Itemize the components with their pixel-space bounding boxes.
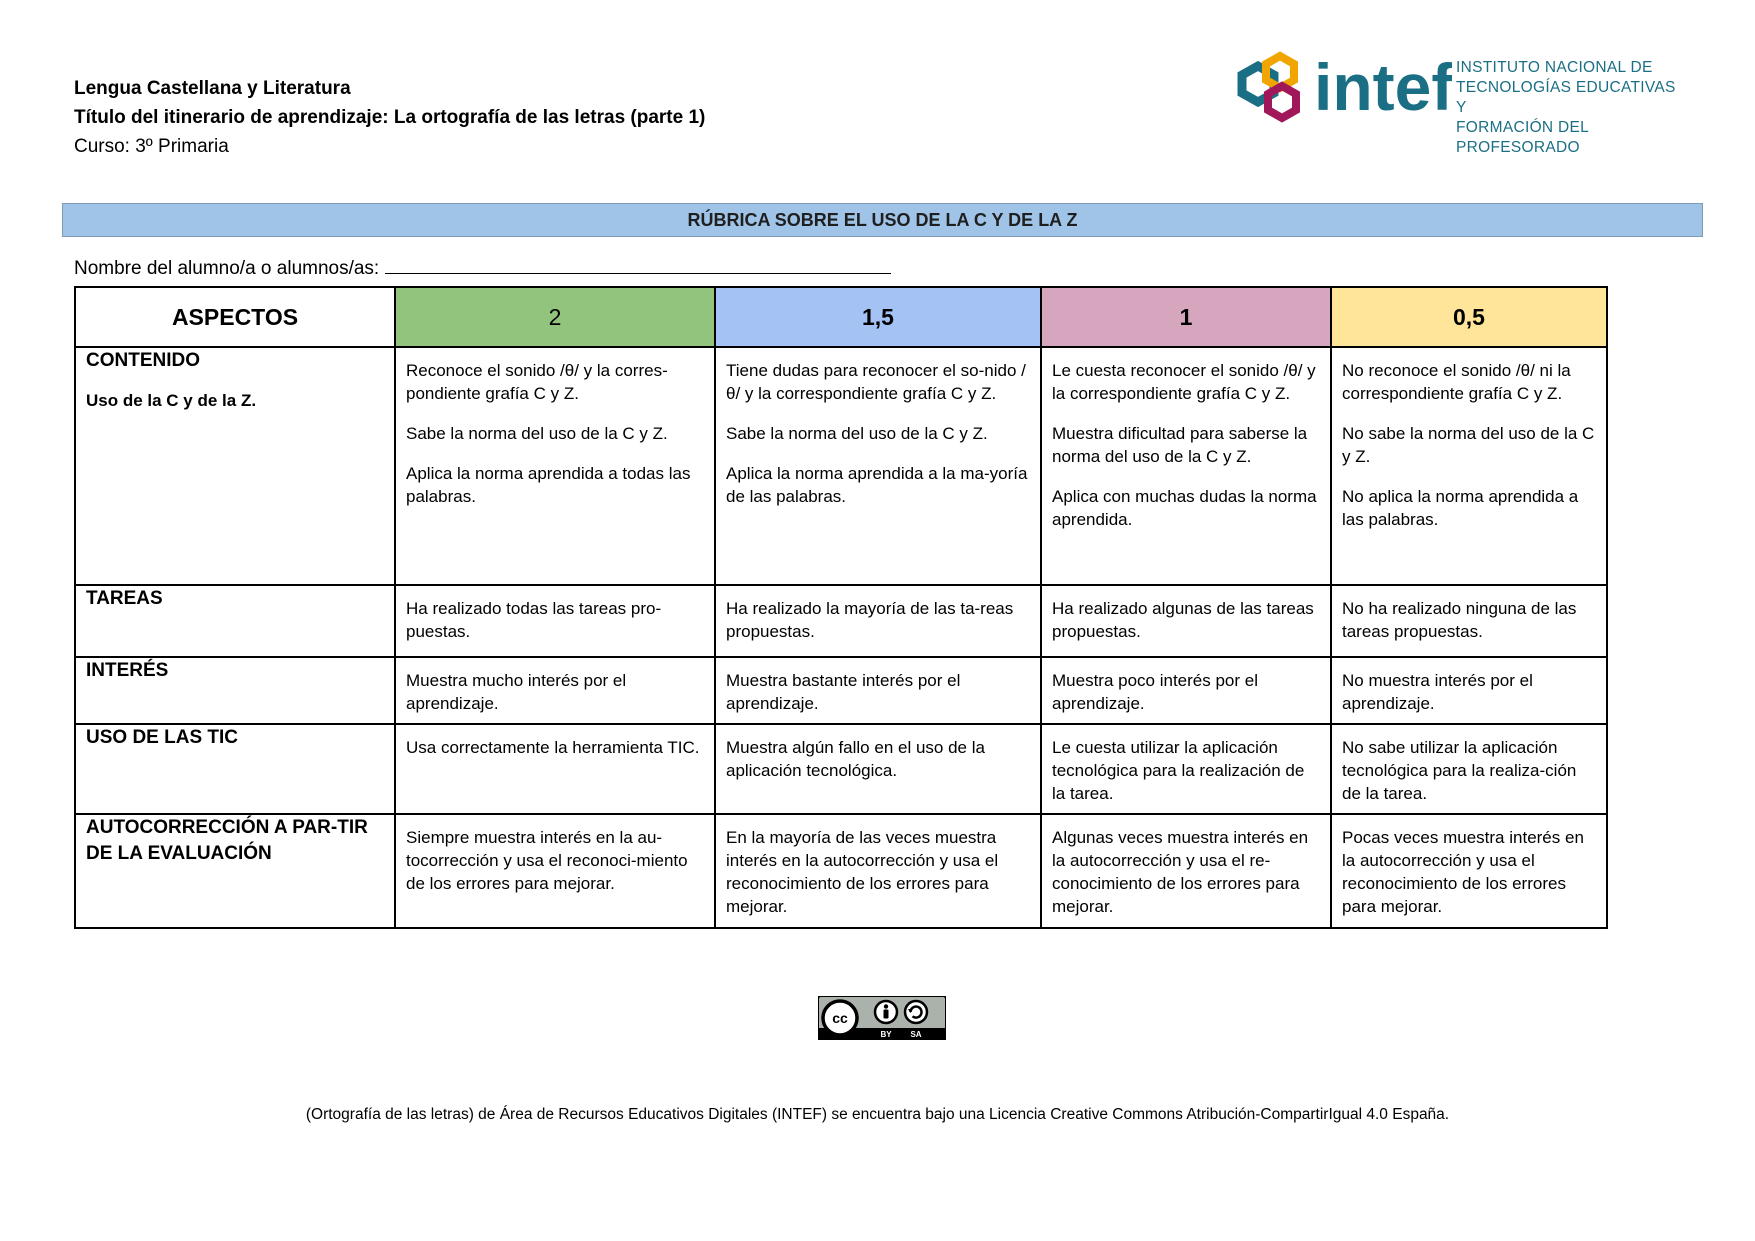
table-row (75, 724, 1607, 814)
student-name-line (385, 255, 891, 274)
subject-title: Lengua Castellana y Literatura (74, 78, 351, 99)
table-row (75, 814, 1607, 928)
rubric-cell (715, 585, 1041, 657)
header-score-1-5: 1,5 (715, 287, 1041, 347)
rubric-cell (715, 347, 1041, 585)
aspect-sublabel: Uso de la C y de la Z. (86, 391, 257, 410)
aspect-cell (75, 814, 395, 928)
cell-text: Muestra bastante interés por el aprendizaje. (726, 671, 961, 713)
cell-text: Tiene dudas para reconocer el so-nido /θ/ y la correspondiente grafía C y Z. (726, 361, 1026, 403)
intef-logo (1222, 48, 1682, 156)
aspect-label: CONTENIDO (86, 350, 200, 371)
cell-text: No aplica la norma aprendida a las palabras. (1342, 487, 1579, 529)
header-score-1: 1 (1041, 287, 1331, 347)
course-label: Curso: 3º Primaria (74, 136, 229, 157)
itinerary-title: Título del itinerario de aprendizaje: La ortografía de las letras (parte 1) (74, 107, 706, 128)
cell-text: Ha realizado todas las tareas pro-puestas. (406, 599, 662, 641)
rubric-cell (715, 724, 1041, 814)
rubric-cell (395, 585, 715, 657)
cell-text: Ha realizado la mayoría de las ta-reas propuestas. (726, 599, 1014, 641)
cell-text: Reconoce el sonido /θ/ y la corres-pondiente grafía C y Z. (406, 361, 668, 403)
rubric-title-banner: RÚBRICA SOBRE EL USO DE LA C Y DE LA Z (62, 203, 1703, 237)
rubric-cell (395, 814, 715, 928)
rubric-cell (1041, 724, 1331, 814)
cell-text: Le cuesta utilizar la aplicación tecnológica para la realización de la tarea. (1052, 738, 1305, 803)
cell-text: Sabe la norma del uso de la C y Z. (406, 424, 668, 443)
rubric-table (74, 286, 1608, 929)
rubric-cell (395, 657, 715, 724)
cell-text: Muestra poco interés por el aprendizaje. (1052, 671, 1258, 713)
table-row (75, 657, 1607, 724)
document-header (74, 74, 705, 161)
cell-text: Muestra mucho interés por el aprendizaje. (406, 671, 627, 713)
rubric-cell (395, 724, 715, 814)
rubric-cell (1331, 814, 1607, 928)
cell-text: No sabe la norma del uso de la C y Z. (1342, 424, 1595, 466)
license-footer: (Ortografía de las letras) de Área de Recursos Educativos Digitales (INTEF) se encuentra bajo una Licencia Creative Commons Atribución-CompartirIgual 4.0 España. (305, 1106, 1450, 1123)
org-line: FORMACIÓN DEL PROFESORADO (1456, 119, 1589, 156)
aspect-label: TAREAS (86, 588, 163, 609)
cell-text: Sabe la norma del uso de la C y Z. (726, 424, 988, 443)
cell-text: Usa correctamente la herramienta TIC. (406, 738, 700, 757)
cell-text: No sabe utilizar la aplicación tecnológica para la realiza-ción de la tarea. (1342, 738, 1577, 803)
aspect-cell (75, 724, 395, 814)
sa-mark: SA (910, 1030, 922, 1039)
aspect-label: USO DE LAS TIC (86, 727, 239, 748)
rubric-header-row (75, 287, 1607, 347)
table-row (75, 585, 1607, 657)
cell-text: Siempre muestra interés en la au-tocorrección y usa el reconoci-miento de los errores para mejorar. (406, 828, 688, 893)
cell-text: Aplica la norma aprendida a todas las palabras. (406, 464, 691, 506)
org-line: TECNOLOGÍAS EDUCATIVAS Y (1456, 79, 1676, 116)
org-line: INSTITUTO NACIONAL DE (1456, 59, 1653, 76)
student-name-field (74, 255, 891, 280)
header-aspects: ASPECTOS (75, 287, 395, 347)
cc-license-badge[interactable] (818, 996, 946, 1040)
rubric-cell (1041, 814, 1331, 928)
aspect-label: AUTOCORRECCIÓN A PAR-TIR DE LA EVALUACIÓN (86, 817, 368, 864)
cell-text: Le cuesta reconocer el sonido /θ/ y la correspondiente grafía C y Z. (1052, 361, 1316, 403)
aspect-label: INTERÉS (86, 660, 169, 681)
rubric-cell (1331, 347, 1607, 585)
cell-text: Algunas veces muestra interés en la autocorrección y usa el re-conocimiento de los errores para mejorar. (1052, 828, 1309, 916)
cell-text: Aplica con muchas dudas la norma aprendida. (1052, 487, 1317, 529)
cc-mark: cc (832, 1010, 848, 1026)
table-row (75, 347, 1607, 585)
intef-emblem-icon (1222, 48, 1452, 130)
aspect-cell (75, 585, 395, 657)
logo-wordmark: intef (1314, 50, 1452, 124)
cell-text: Muestra dificultad para saberse la norma del uso de la C y Z. (1052, 424, 1308, 466)
aspect-cell (75, 347, 395, 585)
rubric-cell (1041, 585, 1331, 657)
by-mark: BY (880, 1030, 892, 1039)
student-name-label: Nombre del alumno/a o alumnos/as: (74, 258, 380, 279)
cell-text: Aplica la norma aprendida a la ma-yoría de las palabras. (726, 464, 1028, 506)
rubric-cell (395, 347, 715, 585)
cell-text: Ha realizado algunas de las tareas propuestas. (1052, 599, 1314, 641)
header-score-2: 2 (395, 287, 715, 347)
logo-org-name (1456, 58, 1682, 158)
rubric-cell (715, 814, 1041, 928)
cc-by-sa-icon (818, 996, 946, 1040)
cell-text: Muestra algún fallo en el uso de la aplicación tecnológica. (726, 738, 985, 780)
rubric-cell (1041, 657, 1331, 724)
rubric-cell (1331, 724, 1607, 814)
cell-text: Pocas veces muestra interés en la autocorrección y usa el reconocimiento de los errores para mejorar. (1342, 828, 1584, 916)
rubric-cell (1331, 585, 1607, 657)
rubric-cell (1041, 347, 1331, 585)
header-score-0-5: 0,5 (1331, 287, 1607, 347)
rubric-cell (715, 657, 1041, 724)
cell-text: No ha realizado ninguna de las tareas propuestas. (1342, 599, 1577, 641)
rubric-cell (1331, 657, 1607, 724)
cell-text: No reconoce el sonido /θ/ ni la correspondiente grafía C y Z. (1342, 361, 1571, 403)
cell-text: En la mayoría de las veces muestra interés en la autocorrección y usa el reconocimiento de los errores para mejorar. (726, 828, 999, 916)
aspect-cell (75, 657, 395, 724)
cell-text: No muestra interés por el aprendizaje. (1342, 671, 1533, 713)
